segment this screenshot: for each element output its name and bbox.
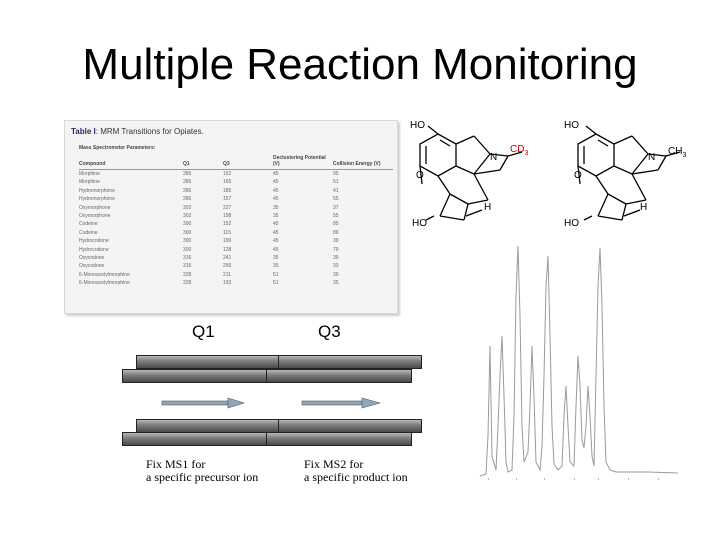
col-header-collision: Collision Energy (V) xyxy=(333,155,393,170)
q1-rod-back-top xyxy=(136,355,280,369)
table-row xyxy=(79,254,393,262)
cell-compound: Codeine xyxy=(79,221,98,228)
col-header-compound: Compound xyxy=(79,155,183,170)
mrm-table xyxy=(79,155,393,288)
left-h-label: H xyxy=(484,202,492,213)
cell-collision: 33 xyxy=(333,263,339,270)
table-row xyxy=(79,271,393,279)
q3-rod-front-top xyxy=(266,369,412,383)
cell-collision: 41 xyxy=(333,187,339,194)
cell-collision: 55 xyxy=(333,213,339,220)
cell-q1: 328 xyxy=(183,271,192,278)
cell-q3: 185 xyxy=(223,187,232,194)
cell-q3: 115 xyxy=(223,229,231,236)
cell-collision: 51 xyxy=(333,179,339,186)
table-row xyxy=(79,178,393,186)
cell-q1: 286 xyxy=(183,171,192,177)
cell-declustering: 45 xyxy=(273,171,279,177)
table-row xyxy=(79,170,393,179)
cell-q1: 302 xyxy=(183,213,192,220)
table-row xyxy=(79,262,393,270)
cell-q3: 157 xyxy=(223,196,232,203)
cell-collision: 39 xyxy=(333,255,339,262)
cell-collision: 89 xyxy=(333,229,339,236)
right-ho-bottom-label: HO xyxy=(564,218,579,229)
q3-ion-arrow xyxy=(302,398,380,408)
q3-rod-front-bottom xyxy=(266,432,412,446)
cell-q1: 286 xyxy=(183,187,192,194)
table-row xyxy=(79,220,393,228)
cell-compound: 6-Monoacetylmorphine xyxy=(79,271,130,278)
q1-rod-front-top xyxy=(122,369,268,383)
table-row xyxy=(79,204,393,212)
cell-compound: Hydromorphone xyxy=(79,196,115,203)
cell-declustering: 45 xyxy=(273,187,279,194)
cell-declustering: 35 xyxy=(273,213,279,220)
cell-compound: Hydromorphone xyxy=(79,187,115,194)
cell-declustering: 45 xyxy=(273,238,279,245)
ms2-caption-line2: a specific product ion xyxy=(304,470,408,484)
cell-q1: 300 xyxy=(183,246,192,253)
cell-q1: 300 xyxy=(183,229,192,236)
table-caption xyxy=(71,127,204,136)
cell-declustering: 51 xyxy=(273,271,279,278)
cell-q3: 152 xyxy=(223,221,232,228)
table-row xyxy=(79,246,393,254)
cell-collision: 85 xyxy=(333,221,339,228)
cell-compound: Morphine xyxy=(79,179,100,186)
cell-q3: 198 xyxy=(223,213,232,220)
col-header-declustering: Declustering Potential (V) xyxy=(273,155,333,170)
ion-path-arrows xyxy=(160,396,390,412)
left-o-label: O xyxy=(416,170,424,181)
cell-declustering: 35 xyxy=(273,255,279,262)
cell-compound: Codeine xyxy=(79,229,98,236)
cell-q3: 199 xyxy=(223,238,232,245)
morphine-d3-structure xyxy=(404,112,560,234)
cell-declustering: 45 xyxy=(273,221,279,228)
cell-compound: 6-Monoacetylmorphine xyxy=(79,280,130,287)
table-row xyxy=(79,237,393,245)
cell-q1: 328 xyxy=(183,280,192,287)
col-header-q3: Q3 xyxy=(223,155,273,170)
cell-declustering: 35 xyxy=(273,263,279,270)
cell-declustering: 45 xyxy=(273,229,279,236)
cell-collision: 35 xyxy=(333,280,339,287)
q3-rod-back-bottom xyxy=(278,419,422,433)
cell-q3: 227 xyxy=(223,204,232,211)
chromatogram-line xyxy=(480,246,678,476)
right-o-label: O xyxy=(574,170,582,181)
q3-rod-back-top xyxy=(278,355,422,369)
cell-compound: Oxycodone xyxy=(79,263,105,270)
cell-q1: 316 xyxy=(183,263,192,270)
cell-collision: 39 xyxy=(333,271,339,278)
cell-q1: 300 xyxy=(183,238,192,245)
table-row xyxy=(79,195,393,203)
right-ch3-label xyxy=(668,146,686,159)
cell-compound: Morphine xyxy=(79,171,100,177)
cell-q3: 128 xyxy=(223,246,232,253)
cell-declustering: 45 xyxy=(273,196,279,203)
cell-q1: 286 xyxy=(183,196,192,203)
right-h-label: H xyxy=(640,202,648,213)
mrm-transitions-table-figure xyxy=(64,120,398,314)
q1-label: Q1 xyxy=(192,322,215,341)
col-header-q1: Q1 xyxy=(183,155,223,170)
right-ho-top-label: HO xyxy=(564,120,579,131)
chromatogram-trace xyxy=(478,226,680,486)
cell-compound: Oxymorphone xyxy=(79,204,111,211)
right-methyl-subscript: 3 xyxy=(682,152,687,159)
q3-label: Q3 xyxy=(318,322,341,341)
ms2-caption-line1: Fix MS2 for xyxy=(304,457,364,471)
table-caption-text: : MRM Transitions for Opiates. xyxy=(95,127,204,136)
ms1-caption-line2: a specific precursor ion xyxy=(146,470,259,484)
table-row xyxy=(79,279,393,287)
cell-q3: 152 xyxy=(223,171,232,177)
cell-declustering: 45 xyxy=(273,179,279,186)
cell-collision: 79 xyxy=(333,246,339,253)
cell-compound: Hydrocodone xyxy=(79,238,109,245)
right-n-label: N xyxy=(648,152,656,163)
q1-rod-front-bottom xyxy=(122,432,268,446)
slide-title: Multiple Reaction Monitoring xyxy=(82,40,638,89)
table-row xyxy=(79,212,393,220)
cell-collision: 55 xyxy=(333,196,339,203)
q1-rod-back-bottom xyxy=(136,419,280,433)
right-methyl-text: CH xyxy=(668,146,683,157)
cell-collision: 95 xyxy=(333,171,339,177)
left-ho-top-label: HO xyxy=(410,120,425,131)
left-methyl-subscript: 3 xyxy=(524,150,529,157)
cell-q3: 211 xyxy=(223,271,231,278)
cell-q3: 165 xyxy=(223,179,232,186)
cell-q3: 241 xyxy=(223,255,232,262)
cell-compound: Oxycodone xyxy=(79,255,105,262)
table-row xyxy=(79,229,393,237)
table-subheading: Mass Spectrometer Parameters: xyxy=(79,145,156,151)
chromatogram-ticks xyxy=(488,478,659,480)
table-caption-label: Table I xyxy=(71,127,96,136)
left-ho-bottom-label: HO xyxy=(412,218,427,229)
left-methyl-text: CD xyxy=(510,144,525,155)
cell-declustering: 35 xyxy=(273,204,279,211)
cell-q3: 256 xyxy=(223,263,232,270)
cell-collision: 39 xyxy=(333,238,339,245)
left-n-label: N xyxy=(490,152,498,163)
cell-collision: 37 xyxy=(333,204,339,211)
cell-q1: 300 xyxy=(183,221,192,228)
cell-q1: 316 xyxy=(183,255,192,262)
cell-q1: 286 xyxy=(183,179,192,186)
ms2-caption xyxy=(304,458,408,484)
morphine-structure xyxy=(562,112,718,234)
cell-compound: Oxymorphone xyxy=(79,213,111,220)
cell-declustering: 51 xyxy=(273,280,279,287)
cell-compound: Hydrocodone xyxy=(79,246,109,253)
cell-declustering: 45 xyxy=(273,246,279,253)
q1-ion-arrow xyxy=(162,398,244,408)
cell-q1: 302 xyxy=(183,204,192,211)
ms1-caption-line1: Fix MS1 for xyxy=(146,457,206,471)
table-row xyxy=(79,187,393,195)
ms1-caption xyxy=(146,458,258,484)
cell-q3: 193 xyxy=(223,280,232,287)
